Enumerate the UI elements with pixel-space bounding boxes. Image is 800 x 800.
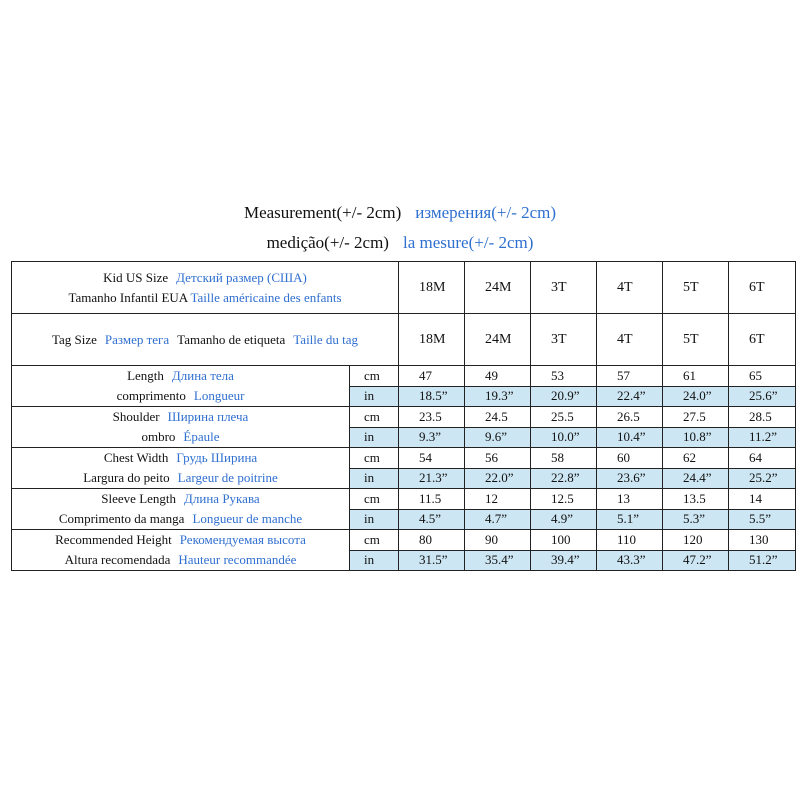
cm-value-cell: 58 <box>531 448 597 469</box>
recommended-height-label: Recommended Height Рекомендуемая высота Altura recomendada Hauteur recommandée <box>12 530 350 571</box>
chest-width-label: Chest Width Грудь Ширина Largura do peito Largeur de poitrine <box>12 448 350 489</box>
cm-value-cell: 57 <box>597 366 663 387</box>
in-value-cell: 18.5” <box>399 386 465 407</box>
in-value-cell: 31.5” <box>399 550 465 571</box>
size-cell: 6T <box>729 262 796 314</box>
in-value-cell: 23.6” <box>597 468 663 489</box>
kid-us-size-row <box>12 262 796 314</box>
unit-in: in <box>350 386 399 407</box>
cm-value-cell: 12.5 <box>531 489 597 510</box>
unit-cm: cm <box>350 407 399 428</box>
in-value-cell: 10.8” <box>663 427 729 448</box>
length-label: Length Длина тела comprimento Longueur <box>12 366 350 407</box>
tag-size-row <box>12 314 796 366</box>
in-value-cell: 21.3” <box>399 468 465 489</box>
in-value-cell: 35.4” <box>465 550 531 571</box>
in-value-cell: 11.2” <box>729 427 796 448</box>
cm-value-cell: 62 <box>663 448 729 469</box>
in-value-cell: 5.3” <box>663 509 729 530</box>
cm-value-cell: 14 <box>729 489 796 510</box>
kid-us-size-label: Kid US Size Детский размер (США) Tamanho Infantil EUA Taille américaine des enfants <box>12 262 399 314</box>
unit-cm: cm <box>350 366 399 387</box>
size-chart-table <box>11 261 796 571</box>
title-measurement-fr: la mesure(+/- 2cm) <box>402 233 534 252</box>
recommended-height-cm-row <box>12 530 796 551</box>
in-value-cell: 10.4” <box>597 427 663 448</box>
unit-cm: cm <box>350 489 399 510</box>
cm-value-cell: 24.5 <box>465 407 531 428</box>
cm-value-cell: 23.5 <box>399 407 465 428</box>
length-cm-row <box>12 366 796 387</box>
cm-value-cell: 13 <box>597 489 663 510</box>
unit-in: in <box>350 468 399 489</box>
size-cell: 18M <box>399 262 465 314</box>
in-value-cell: 43.3” <box>597 550 663 571</box>
cm-value-cell: 61 <box>663 366 729 387</box>
in-value-cell: 22.4” <box>597 386 663 407</box>
in-value-cell: 47.2” <box>663 550 729 571</box>
in-value-cell: 9.6” <box>465 427 531 448</box>
cm-value-cell: 80 <box>399 530 465 551</box>
title-line-2 <box>0 233 800 253</box>
cm-value-cell: 11.5 <box>399 489 465 510</box>
sleeve-length-cm-row <box>12 489 796 510</box>
in-value-cell: 4.9” <box>531 509 597 530</box>
cm-value-cell: 27.5 <box>663 407 729 428</box>
unit-in: in <box>350 509 399 530</box>
cm-value-cell: 47 <box>399 366 465 387</box>
cm-value-cell: 90 <box>465 530 531 551</box>
title-measurement-en: Measurement(+/- 2cm) <box>243 203 402 222</box>
tag-size-cell: 24M <box>465 314 531 366</box>
cm-value-cell: 110 <box>597 530 663 551</box>
sleeve-length-label: Sleeve Length Длина Рукава Comprimento da manga Longueur de manche <box>12 489 350 530</box>
size-cell: 4T <box>597 262 663 314</box>
chest-width-cm-row <box>12 448 796 469</box>
in-value-cell: 51.2” <box>729 550 796 571</box>
unit-in: in <box>350 550 399 571</box>
in-value-cell: 5.1” <box>597 509 663 530</box>
tag-size-cell: 18M <box>399 314 465 366</box>
in-value-cell: 24.4” <box>663 468 729 489</box>
cm-value-cell: 120 <box>663 530 729 551</box>
unit-in: in <box>350 427 399 448</box>
in-value-cell: 4.7” <box>465 509 531 530</box>
cm-value-cell: 60 <box>597 448 663 469</box>
cm-value-cell: 65 <box>729 366 796 387</box>
in-value-cell: 9.3” <box>399 427 465 448</box>
cm-value-cell: 53 <box>531 366 597 387</box>
tag-size-cell: 6T <box>729 314 796 366</box>
tag-size-cell: 3T <box>531 314 597 366</box>
in-value-cell: 20.9” <box>531 386 597 407</box>
in-value-cell: 4.5” <box>399 509 465 530</box>
cm-value-cell: 26.5 <box>597 407 663 428</box>
shoulder-label: Shoulder Ширина плеча ombro Épaule <box>12 407 350 448</box>
in-value-cell: 25.2” <box>729 468 796 489</box>
in-value-cell: 24.0” <box>663 386 729 407</box>
in-value-cell: 25.6” <box>729 386 796 407</box>
unit-cm: cm <box>350 448 399 469</box>
cm-value-cell: 28.5 <box>729 407 796 428</box>
cm-value-cell: 100 <box>531 530 597 551</box>
cm-value-cell: 13.5 <box>663 489 729 510</box>
in-value-cell: 10.0” <box>531 427 597 448</box>
in-value-cell: 39.4” <box>531 550 597 571</box>
in-value-cell: 22.0” <box>465 468 531 489</box>
title-measurement-ru: измерения(+/- 2cm) <box>415 203 557 222</box>
cm-value-cell: 64 <box>729 448 796 469</box>
tag-size-cell: 5T <box>663 314 729 366</box>
cm-value-cell: 25.5 <box>531 407 597 428</box>
cm-value-cell: 12 <box>465 489 531 510</box>
title-measurement-pt: medição(+/- 2cm) <box>266 233 389 252</box>
unit-cm: cm <box>350 530 399 551</box>
size-cell: 24M <box>465 262 531 314</box>
in-value-cell: 22.8” <box>531 468 597 489</box>
size-cell: 3T <box>531 262 597 314</box>
tag-size-cell: 4T <box>597 314 663 366</box>
cm-value-cell: 49 <box>465 366 531 387</box>
cm-value-cell: 56 <box>465 448 531 469</box>
title-line-1 <box>0 203 800 223</box>
in-value-cell: 5.5” <box>729 509 796 530</box>
shoulder-cm-row <box>12 407 796 428</box>
size-cell: 5T <box>663 262 729 314</box>
cm-value-cell: 130 <box>729 530 796 551</box>
cm-value-cell: 54 <box>399 448 465 469</box>
in-value-cell: 19.3” <box>465 386 531 407</box>
tag-size-label: Tag Size Размер тега Tamanho de etiqueta Taille du tag <box>12 314 399 366</box>
